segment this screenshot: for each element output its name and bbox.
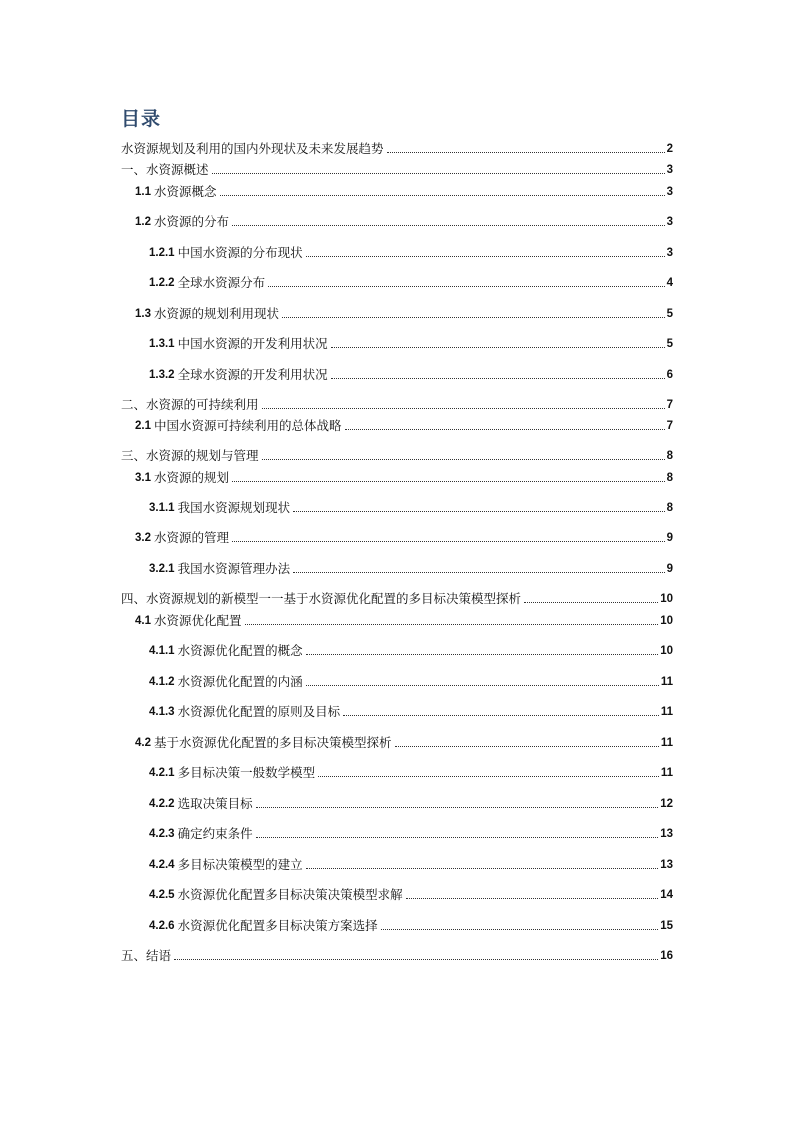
toc-entry-text: 我国水资源规划现状 xyxy=(177,500,291,515)
toc-page-number: 5 xyxy=(666,338,673,350)
toc-dot-leader xyxy=(232,481,665,482)
toc-entry-number: 4.2.1 xyxy=(149,767,175,779)
toc-dot-leader xyxy=(232,541,665,542)
toc-entry[interactable] xyxy=(149,796,673,812)
toc-entry[interactable] xyxy=(149,704,673,720)
toc-entry[interactable] xyxy=(149,857,673,873)
toc-page-number: 15 xyxy=(660,920,673,932)
toc-page-number: 13 xyxy=(660,859,673,871)
toc-entry-text: 水资源优化配置多目标决策方案选择 xyxy=(177,918,378,933)
toc-page-number: 9 xyxy=(666,563,673,575)
toc-page-number: 11 xyxy=(660,767,673,779)
toc-entry-number: 1.2.1 xyxy=(149,247,175,259)
toc-entry[interactable] xyxy=(149,245,673,261)
toc-entry-text: 确定约束条件 xyxy=(177,826,253,841)
toc-entry[interactable] xyxy=(149,561,673,577)
toc-page-number: 13 xyxy=(660,828,673,840)
toc-entry-number: 1.3 xyxy=(135,308,151,320)
toc-dot-leader xyxy=(306,256,665,257)
toc-entry-number: 3.2.1 xyxy=(149,563,175,575)
toc-entry[interactable] xyxy=(135,418,673,434)
toc-dot-leader xyxy=(174,959,658,960)
toc-entry[interactable] xyxy=(121,141,673,157)
toc-page-number: 10 xyxy=(660,593,673,605)
toc-entry-text: 水资源规划及利用的国内外现状及未来发展趋势 xyxy=(121,141,384,156)
toc-entry-text: 水资源的规划 xyxy=(154,470,230,485)
toc-entry[interactable] xyxy=(121,591,673,607)
toc-entry-text: 多目标决策模型的建立 xyxy=(177,857,303,872)
toc-dot-leader xyxy=(232,225,665,226)
toc-entry-text: 中国水资源可持续利用的总体战略 xyxy=(154,418,342,433)
toc-entry-number: 3.1.1 xyxy=(149,502,175,514)
toc-page-number: 8 xyxy=(666,472,673,484)
toc-entry-number: 3.2 xyxy=(135,532,151,544)
toc-page-number: 8 xyxy=(666,502,673,514)
toc-page-number: 11 xyxy=(660,706,673,718)
toc-entry[interactable] xyxy=(135,184,673,200)
toc-entry-number: 4.2.3 xyxy=(149,828,175,840)
toc-entry-number: 2.1 xyxy=(135,420,151,432)
toc-entry[interactable] xyxy=(121,162,673,178)
toc-page-number: 3 xyxy=(666,164,673,176)
toc-entry-text: 水资源优化配置 xyxy=(154,613,242,628)
toc-entry[interactable] xyxy=(135,470,673,486)
toc-entry-text: 基于水资源优化配置的多目标决策模型探析 xyxy=(154,735,392,750)
toc-entry[interactable] xyxy=(149,918,673,934)
toc-dot-leader xyxy=(387,152,665,153)
toc-entry[interactable] xyxy=(121,397,673,413)
toc-entry-number: 4.1.3 xyxy=(149,706,175,718)
toc-page-number: 11 xyxy=(660,676,673,688)
toc-dot-leader xyxy=(306,868,659,869)
toc-page-number: 2 xyxy=(666,143,673,155)
toc-dot-leader xyxy=(306,654,659,655)
toc-entry[interactable] xyxy=(135,735,673,751)
toc-entry[interactable] xyxy=(135,613,673,629)
toc-page-number: 3 xyxy=(666,216,673,228)
toc-page-number: 6 xyxy=(666,369,673,381)
toc-entry-text: 水资源优化配置的内涵 xyxy=(177,674,303,689)
toc-entry-text: 二、水资源的可持续利用 xyxy=(121,397,259,412)
toc-page-number: 8 xyxy=(666,450,673,462)
toc-entry-number: 4.1 xyxy=(135,615,151,627)
toc-entry-text: 三、水资源的规划与管理 xyxy=(121,448,259,463)
toc-dot-leader xyxy=(345,429,665,430)
toc-entry-text: 四、水资源规划的新模型一一基于水资源优化配置的多目标决策模型探析 xyxy=(121,591,522,606)
toc-entry-number: 4.2.5 xyxy=(149,889,175,901)
toc-entry[interactable] xyxy=(149,336,673,352)
toc-entry[interactable] xyxy=(135,306,673,322)
toc-entry-number: 4.1.2 xyxy=(149,676,175,688)
toc-title: 目录 xyxy=(121,108,162,130)
toc-entry-number: 3.1 xyxy=(135,472,151,484)
toc-entry-text: 水资源优化配置的概念 xyxy=(177,643,303,658)
toc-dot-leader xyxy=(318,776,659,777)
toc-entry[interactable] xyxy=(149,887,673,903)
toc-page-number: 10 xyxy=(660,615,673,627)
toc-page-number: 16 xyxy=(660,950,673,962)
toc-entry-text: 中国水资源的分布现状 xyxy=(177,245,303,260)
toc-entry[interactable] xyxy=(149,826,673,842)
toc-entry-number: 1.3.1 xyxy=(149,338,175,350)
toc-entry-text: 水资源的规划利用现状 xyxy=(154,306,280,321)
toc-entry[interactable] xyxy=(149,674,673,690)
toc-page-number: 4 xyxy=(666,277,673,289)
toc-entry[interactable] xyxy=(149,765,673,781)
toc-page-number: 12 xyxy=(660,798,673,810)
toc-entry[interactable] xyxy=(121,948,673,964)
toc-dot-leader xyxy=(220,195,665,196)
toc-entry-number: 1.3.2 xyxy=(149,369,175,381)
toc-entry-text: 全球水资源分布 xyxy=(177,275,266,290)
toc-entry[interactable] xyxy=(149,500,673,516)
toc-dot-leader xyxy=(343,715,659,716)
toc-dot-leader xyxy=(256,807,659,808)
toc-entry-text: 水资源的管理 xyxy=(154,530,230,545)
toc-entry-text: 全球水资源的开发利用状况 xyxy=(177,367,328,382)
toc-entry[interactable] xyxy=(149,643,673,659)
toc-dot-leader xyxy=(293,511,665,512)
toc-entry-number: 4.2.4 xyxy=(149,859,175,871)
toc-dot-leader xyxy=(256,837,659,838)
toc-dot-leader xyxy=(245,624,659,625)
toc-entry-text: 我国水资源管理办法 xyxy=(177,561,291,576)
toc-entry-text: 水资源优化配置多目标决策决策模型求解 xyxy=(177,887,403,902)
toc-entry-number: 1.2 xyxy=(135,216,151,228)
toc-dot-leader xyxy=(262,459,665,460)
toc-entry-number: 1.1 xyxy=(135,186,151,198)
toc-entry-text: 水资源的分布 xyxy=(154,214,230,229)
toc-dot-leader xyxy=(293,572,665,573)
toc-dot-leader xyxy=(331,347,665,348)
toc-entry-text: 水资源概念 xyxy=(154,184,217,199)
toc-dot-leader xyxy=(395,746,659,747)
toc-page-number: 9 xyxy=(666,532,673,544)
toc-entry-text: 选取决策目标 xyxy=(177,796,253,811)
toc-entry-text: 五、结语 xyxy=(121,948,172,963)
toc-entry[interactable] xyxy=(135,530,673,546)
toc-entry-number: 4.2.2 xyxy=(149,798,175,810)
toc-page-number: 14 xyxy=(660,889,673,901)
toc-page-number: 7 xyxy=(666,399,673,411)
toc-dot-leader xyxy=(406,898,659,899)
toc-dot-leader xyxy=(268,286,665,287)
toc-entry[interactable] xyxy=(135,214,673,230)
toc-dot-leader xyxy=(331,378,665,379)
toc-page-number: 11 xyxy=(660,737,673,749)
toc-entry-text: 中国水资源的开发利用状况 xyxy=(177,336,328,351)
toc-dot-leader xyxy=(306,685,659,686)
toc-page-number: 10 xyxy=(660,645,673,657)
toc-dot-leader xyxy=(524,602,658,603)
toc-page-number: 3 xyxy=(666,186,673,198)
toc-entry[interactable] xyxy=(149,275,673,291)
toc-page-number: 7 xyxy=(666,420,673,432)
toc-dot-leader xyxy=(262,408,665,409)
toc-entry-number: 4.1.1 xyxy=(149,645,175,657)
toc-page-number: 3 xyxy=(666,247,673,259)
toc-entry-number: 1.2.2 xyxy=(149,277,175,289)
toc-entry[interactable] xyxy=(121,448,673,464)
toc-entry-text: 一、水资源概述 xyxy=(121,162,209,177)
toc-entry[interactable] xyxy=(149,367,673,383)
toc-page-number: 5 xyxy=(666,308,673,320)
toc-entry-number: 4.2 xyxy=(135,737,151,749)
toc-entry-text: 水资源优化配置的原则及目标 xyxy=(177,704,341,719)
toc-dot-leader xyxy=(381,929,659,930)
toc-dot-leader xyxy=(212,173,665,174)
toc-entry-number: 4.2.6 xyxy=(149,920,175,932)
toc-dot-leader xyxy=(282,317,665,318)
toc-entry-text: 多目标决策一般数学模型 xyxy=(177,765,316,780)
